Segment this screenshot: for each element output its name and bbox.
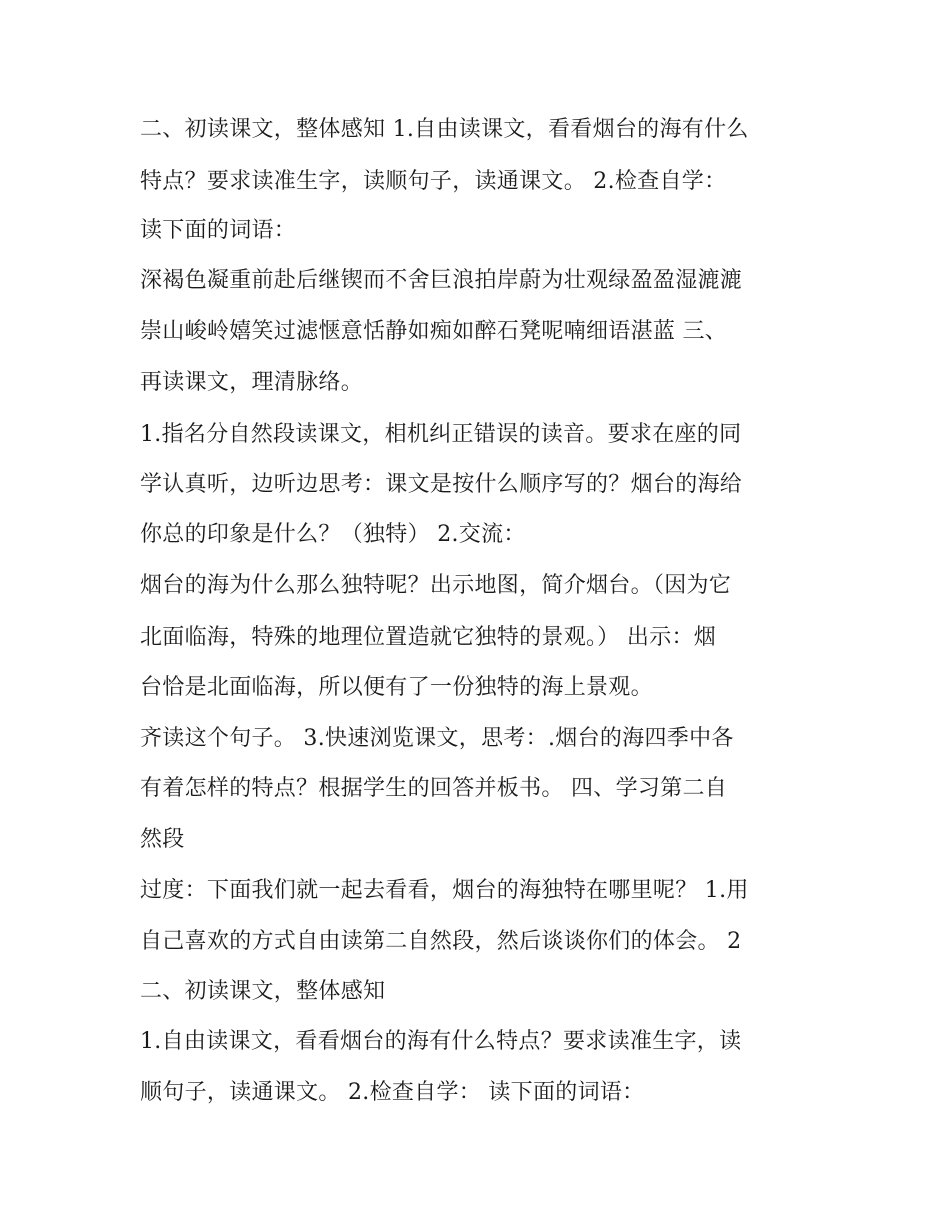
text-line: 有着怎样的特点？根据学生的回答并板书。 四、学习第二自	[140, 776, 728, 801]
text-line: 顺句子，读通课文。 2.检查自学： 读下面的词语：	[140, 1080, 645, 1105]
text-line: 读下面的词语：	[140, 218, 297, 243]
text-line: 再读课文，理清脉络。	[140, 370, 364, 395]
text-line: 你总的印象是什么？（独特） 2.交流：	[140, 522, 526, 547]
text-line: 二、初读课文，整体感知	[140, 979, 386, 1004]
text-line: 1.指名分自然段读课文，相机纠正错误的读音。要求在座的同	[140, 422, 742, 447]
text-line: 学认真听，边听边思考：课文是按什么顺序写的？烟台的海给	[140, 472, 743, 497]
text-line: 烟台的海为什么那么独特呢？出示地图，简介烟台。（因为它	[140, 573, 732, 598]
text-line: 特点？要求读准生字，读顺句子，读通课文。 2.检查自学：	[140, 169, 727, 194]
text-line: 1.自由读课文，看看烟台的海有什么特点？要求读准生字，读	[140, 1029, 742, 1054]
text-line: 然段	[140, 827, 185, 852]
text-line: 北面临海，特殊的地理位置造就它独特的景观。） 出示：烟	[140, 625, 717, 650]
text-line: 二、初读课文，整体感知 1.自由读课文，看看烟台的海有什么	[140, 117, 749, 142]
text-line: 崇山峻岭嬉笑过滤惬意恬静如痴如醉石凳呢喃细语湛蓝 三、	[140, 319, 728, 344]
text-line: 齐读这个句子。 3.快速浏览课文，思考：.烟台的海四季中各	[140, 726, 734, 751]
text-line: 自己喜欢的方式自由读第二自然段，然后谈谈你们的体会。 2	[140, 929, 742, 954]
text-line: 台恰是北面临海，所以便有了一份独特的海上景观。	[140, 675, 653, 700]
text-line: 过度：下面我们就一起去看看，烟台的海独特在哪里呢？ 1.用	[140, 878, 749, 903]
text-line: 深褐色凝重前赴后继锲而不舍巨浪拍岸蔚为壮观绿盈盈湿漉漉	[140, 268, 743, 293]
